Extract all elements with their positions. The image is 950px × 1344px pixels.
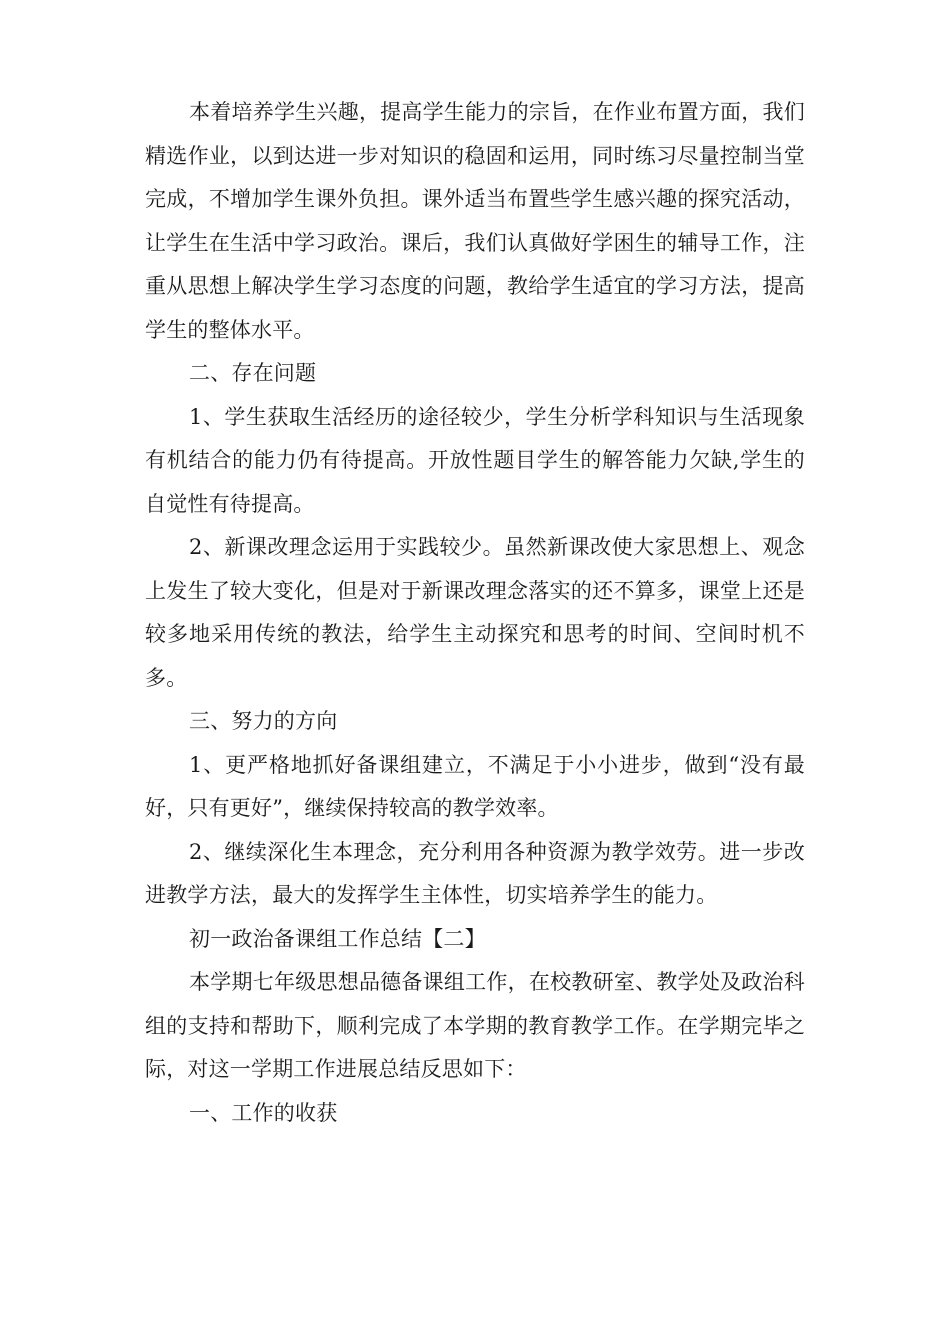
paragraph-problem-2: 2、新课改理念运用于实践较少。虽然新课改使大家思想上、观念上发生了较大变化，但是对于新课改理念落实的还不算多，课堂上还是较多地采用传统的教法，给学生主动探究和思考的时间、空间时机不多。	[145, 535, 805, 690]
paragraph-direction-1: 1、更严格地抓好备课组建立，不满足于小小进步，做到“没有最好，只有更好”，继续保持较高的教学效率。	[145, 752, 805, 820]
heading-work-gains: 一、工作的收获	[189, 1100, 338, 1125]
paragraph-direction-2: 2、继续深化生本理念，充分利用各种资源为教学效劳。进一步改进教学方法，最大的发挥学生主体性，切实培养学生的能力。	[145, 839, 805, 907]
paragraph-summary-intro: 本学期七年级思想品德备课组工作，在校教研室、教学处及政治科组的支持和帮助下，顺利完成了本学期的教育教学工作。在学期完毕之际，对这一学期工作进展总结反思如下：	[145, 970, 805, 1081]
heading-direction-of-effort: 三、努力的方向	[189, 709, 338, 733]
heading-existing-problems: 二、存在问题	[189, 361, 317, 385]
paragraph-problem-1: 1、学生获取生活经历的途径较少，学生分析学科知识与生活现象有机结合的能力仍有待提高。开放性题目学生的解答能力欠缺,学生的自觉性有待提高。	[145, 404, 805, 516]
paragraph-homework-assignment: 本着培养学生兴趣，提高学生能力的宗旨，在作业布置方面，我们精选作业，以到达进一步对知识的稳固和运用，同时练习尽量控制当堂完成，不增加学生课外负担。课外适当布置些学生感兴趣的探究活动，让学生在生活中学习政治。课后，我们认真做好学困生的辅导工作，注重从思想上解决学生学习态度的问题，教给学生适宜的学习方法，提高学生的整体水平。	[145, 100, 805, 342]
document-body	[145, 91, 805, 1135]
section-title-summary-two: 初一政治备课组工作总结【二】	[189, 926, 486, 951]
